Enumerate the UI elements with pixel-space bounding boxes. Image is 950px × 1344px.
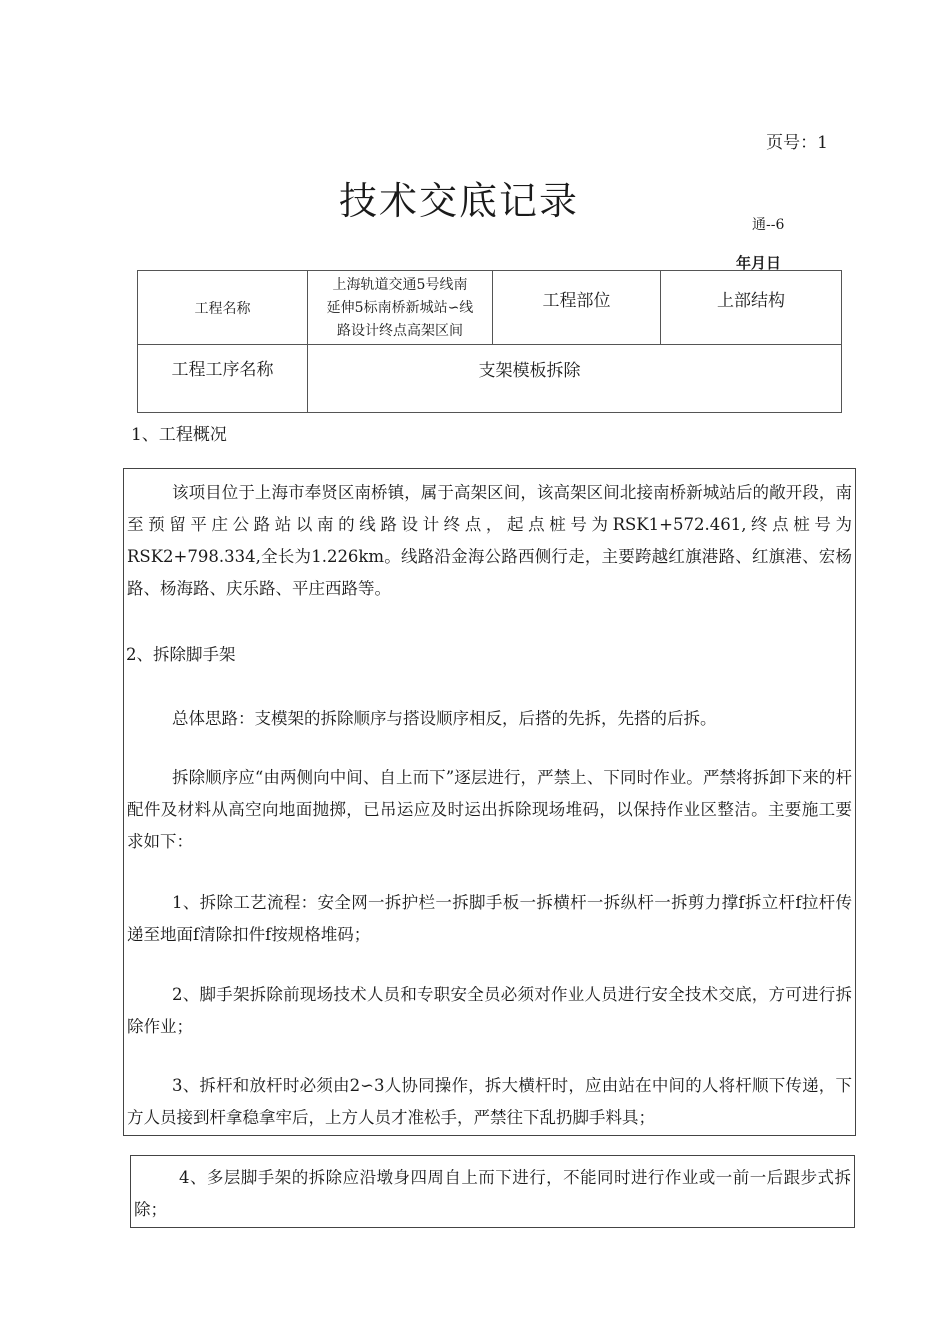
header-row-project [138, 271, 842, 345]
document-title: 技术交底记录 [338, 179, 579, 223]
removal-order-paragraph: 拆除顺序应“由两侧向中间、自上而下”逐层进行，严禁上、下同时作业。严禁将拆卸下来的杆配件及材料从高空向地面抛掷，已吊运应及时运出拆除现场堆码，以保持作业区整洁。主要施工要求如下： [127, 768, 852, 851]
section-1-title: 1、工程概况 [131, 425, 227, 445]
process-value-cell [308, 345, 842, 413]
content-box-2 [130, 1155, 855, 1228]
page-number: 页号：1 [766, 133, 828, 153]
requirement-item-2: 2、脚手架拆除前现场技术人员和专职安全员必须对作业人员进行安全技术交底，方可进行拆除作业； [127, 985, 852, 1036]
project-part-label-cell [493, 271, 661, 345]
general-idea-paragraph: 总体思路：支模架的拆除顺序与搭设顺序相反，后搭的先拆，先搭的后拆。 [172, 709, 717, 728]
process-label: 工程工序名称 [171, 360, 274, 380]
project-part-label: 工程部位 [542, 291, 611, 311]
project-name-label: 工程名称 [194, 301, 251, 317]
header-table [137, 270, 842, 413]
project-part-value-cell [661, 271, 842, 345]
project-name-label-cell [138, 271, 308, 345]
section-2-title: 2、拆除脚手架 [126, 645, 236, 664]
project-name-line-3: 路设计终点高架区间 [337, 323, 463, 339]
content-box-1 [123, 468, 856, 1136]
requirement-item-3: 3、拆杆和放杆时必须由2∽3人协同操作，拆大横杆时，应由站在中间的人将杆顺下传递，下方人员接到杆拿稳拿牢后，上方人员才准松手，严禁往下乱扔脚手料具； [127, 1076, 852, 1127]
form-code: 通--6 [752, 217, 785, 233]
requirement-item-1: 1、拆除工艺流程：安全网一拆护栏一拆脚手板一拆横杆一拆纵杆一拆剪力撑f拆立杆f拉杆传递至地面f清除扣件f按规格堆码； [127, 893, 852, 944]
date-label: 年月日 [736, 254, 782, 272]
header-row-process [138, 345, 842, 413]
project-name-value-cell [308, 271, 493, 345]
project-part-value: 上部结构 [717, 291, 785, 311]
requirement-item-4: 4、多层脚手架的拆除应沿墩身四周自上而下进行，不能同时进行作业或一前一后跟步式拆除； [134, 1168, 851, 1219]
process-label-cell [138, 345, 308, 413]
project-name-line-1: 上海轨道交通5号线南 [332, 277, 468, 293]
overview-paragraph: 该项目位于上海市奉贤区南桥镇，属于高架区间，该高架区间北接南桥新城站后的敞开段，南至预留平庄公路站以南的线路设计终点，起点桩号为RSK1+572.461,终点桩号为RSK2+798.334,全长为1.226km。线路沿金海公路西侧行走，主要跨越红旗港路、红旗港、宏杨路、杨海路、庆乐路、平庄西路等。 [127, 483, 852, 598]
process-value: 支架模板拆除 [478, 361, 581, 381]
project-name-line-2: 延伸5标南桥新城站∽线 [326, 300, 474, 316]
